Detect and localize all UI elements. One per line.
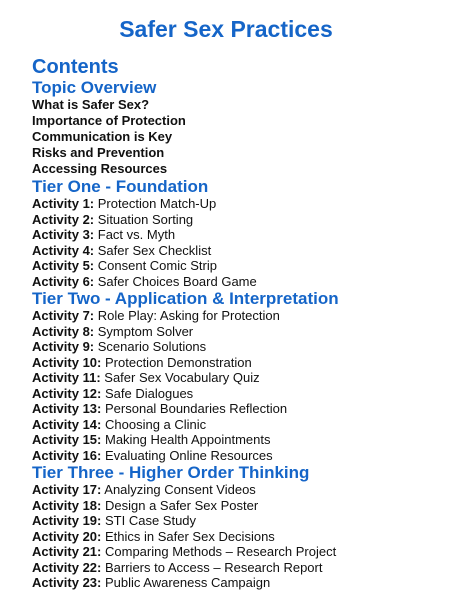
list-item [32,432,447,448]
list-item [32,560,447,576]
activity-title: Protection Match-Up [97,196,217,211]
activity-title: Safe Dialogues [105,385,194,401]
list-item [32,339,447,355]
activity-label: Activity 7: [32,308,95,323]
list-item [32,308,447,324]
list-item [32,386,447,402]
activity-label: Activity 16: [32,447,102,463]
topic-overview-list [32,97,447,177]
list-item [32,417,447,433]
section-heading-tier-one: Tier One - Foundation [32,177,209,196]
activity-label: Activity 23: [32,575,102,590]
list-item [32,243,447,259]
activity-label: Activity 5: [32,258,95,273]
list-item [32,196,447,212]
list-item [32,401,447,417]
list-item [32,575,447,591]
list-item [32,482,447,498]
activity-title: Fact vs. Myth [97,227,176,242]
activity-title: Evaluating Online Resources [105,447,273,463]
tier-three-list [32,482,447,591]
activity-title: Personal Boundaries Reflection [105,401,288,416]
list-item [32,258,447,274]
activity-label: Activity 9: [32,339,95,354]
activity-label: Activity 6: [32,273,95,289]
activity-label: Activity 10: [32,354,102,370]
list-item [32,498,447,514]
list-item [32,370,447,386]
table-of-contents [32,56,447,591]
activity-label: Activity 11: [32,370,101,385]
list-item [32,324,447,340]
activity-title: Protection Demonstration [105,354,252,370]
activity-title: Scenario Solutions [97,339,207,354]
activity-label: Activity 20: [32,528,102,544]
list-item: Risks and Prevention [32,145,165,160]
list-item [32,355,447,371]
activity-label: Activity 3: [32,227,95,242]
section-heading-tier-three: Tier Three - Higher Order Thinking [32,463,310,482]
activity-label: Activity 17: [32,482,102,497]
list-item: Accessing Resources [32,161,168,176]
list-item: Communication is Key [32,129,173,144]
activity-title: Analyzing Consent Videos [104,482,256,497]
tier-one-list [32,196,447,289]
list-item [32,274,447,290]
activity-title: Making Health Appointments [105,432,271,447]
activity-label: Activity 15: [32,432,102,447]
activity-title: Safer Sex Vocabulary Quiz [104,370,260,385]
activity-label: Activity 4: [32,242,95,258]
section-heading-tier-two: Tier Two - Application & Interpretation [32,289,339,308]
activity-label: Activity 2: [32,211,95,227]
activity-title: Role Play: Asking for Protection [97,308,280,323]
activity-title: Symptom Solver [97,323,194,339]
list-item [32,448,447,464]
activity-label: Activity 12: [32,385,102,401]
list-item: What is Safer Sex? [32,97,150,112]
list-item: Importance of Protection [32,113,186,128]
activity-label: Activity 21: [32,544,102,559]
page-title: Safer Sex Practices [119,16,333,42]
activity-title: Safer Sex Checklist [97,242,212,258]
tier-two-list [32,308,447,463]
activity-title: Safer Choices Board Game [97,273,257,289]
activity-title: Barriers to Access – Research Report [105,559,323,575]
activity-title: Design a Safer Sex Poster [105,497,259,513]
list-item [32,529,447,545]
list-item [32,212,447,228]
list-item [32,544,447,560]
activity-title: Ethics in Safer Sex Decisions [105,528,275,544]
list-item [32,227,447,243]
activity-label: Activity 8: [32,323,95,339]
activity-title: Choosing a Clinic [105,416,207,432]
activity-title: Situation Sorting [97,211,194,227]
activity-label: Activity 19: [32,513,102,528]
activity-title: Comparing Methods – Research Project [105,544,337,559]
activity-label: Activity 14: [32,416,102,432]
activity-title: Public Awareness Campaign [105,575,271,590]
activity-label: Activity 18: [32,497,102,513]
list-item [32,513,447,529]
activity-title: Consent Comic Strip [97,258,217,273]
activity-title: STI Case Study [105,513,197,528]
contents-heading: Contents [32,56,119,78]
activity-label: Activity 22: [32,559,102,575]
section-heading-topic-overview: Topic Overview [32,78,157,97]
activity-label: Activity 1: [32,196,95,211]
activity-label: Activity 13: [32,401,102,416]
